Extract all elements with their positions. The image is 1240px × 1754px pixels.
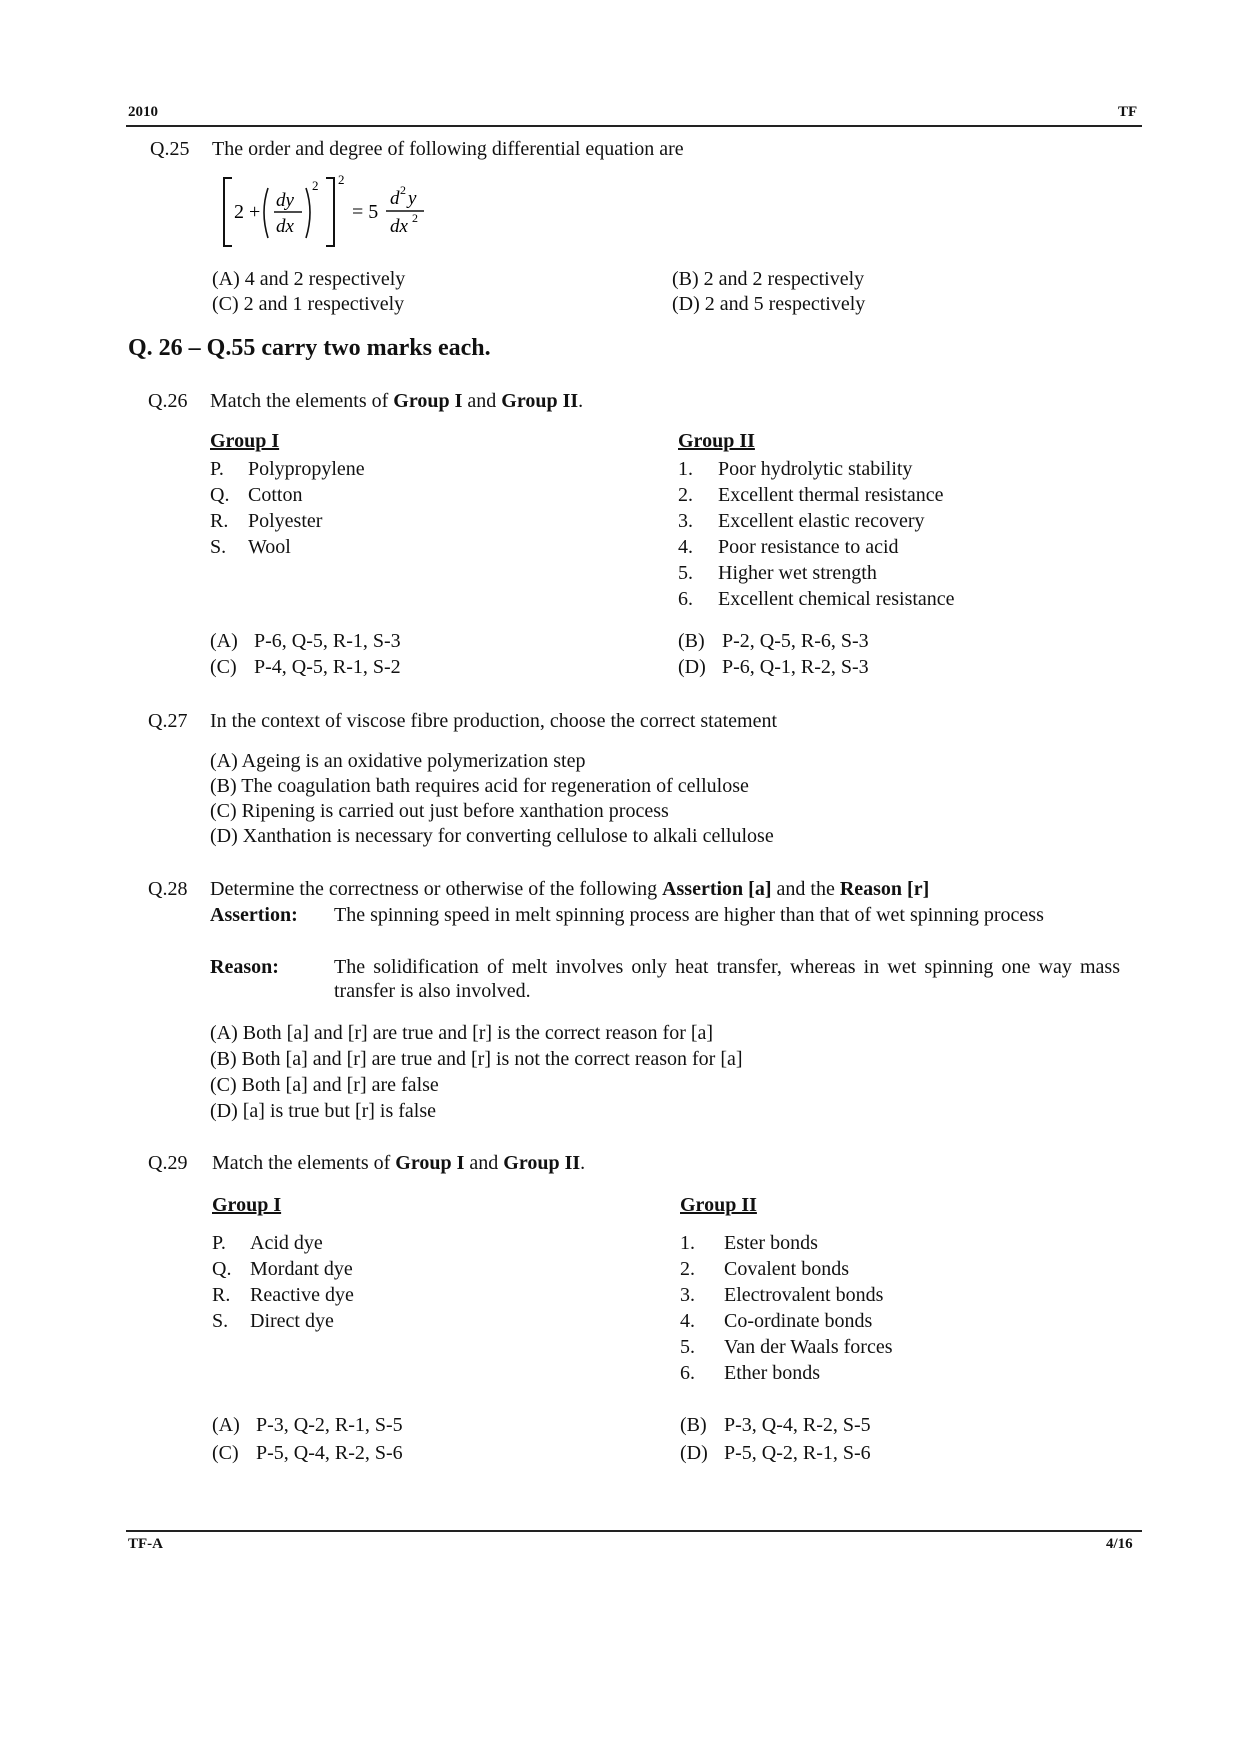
eq-exp-outer: 2 xyxy=(338,172,345,187)
q28-option-d: (D) [a] is true but [r] is false xyxy=(210,1100,437,1122)
section-heading: Q. 26 – Q.55 carry two marks each. xyxy=(128,335,491,361)
q29-option-c: (C) P-5, Q-4, R-2, S-6 xyxy=(212,1442,403,1464)
q27-option-a: (A) Ageing is an oxidative polymerization step xyxy=(210,750,586,772)
q29-text: Match the elements of Group I and Group II. xyxy=(212,1152,586,1174)
q28-text: Determine the correctness or otherwise of the following Assertion [a] and the Reason [r] xyxy=(210,878,930,900)
q27-option-d: (D) Xanthation is necessary for converting cellulose to alkali cellulose xyxy=(210,825,774,847)
q25-option-d: (D) 2 and 5 respectively xyxy=(672,293,866,315)
q29-option-a: (A) P-3, Q-2, R-1, S-5 xyxy=(212,1414,403,1436)
header-year: 2010 xyxy=(128,104,158,120)
q28-assertion-label: Assertion: xyxy=(210,904,298,926)
q29-number: Q.29 xyxy=(148,1152,188,1174)
q29-group1-list xyxy=(212,1230,354,1334)
header-code: TF xyxy=(1118,104,1138,120)
list-item: R. Polyester xyxy=(210,510,323,532)
list-item: 2. Excellent thermal resistance xyxy=(678,484,944,506)
list-item: P. Acid dye xyxy=(212,1232,323,1254)
equation-graphic xyxy=(220,168,460,254)
list-item: 5. Van der Waals forces xyxy=(680,1336,893,1358)
q27-option-b: (B) The coagulation bath requires acid for regeneration of cellulose xyxy=(210,775,749,797)
list-item: 3. Electrovalent bonds xyxy=(680,1284,884,1306)
q26-option-a: (A) P-6, Q-5, R-1, S-3 xyxy=(210,630,401,652)
list-item: 1. Poor hydrolytic stability xyxy=(678,458,913,480)
q25-option-c: (C) 2 and 1 respectively xyxy=(212,293,405,315)
list-item: 6. Ether bonds xyxy=(680,1362,821,1384)
q26-text: Match the elements of Group I and Group II. xyxy=(210,390,584,412)
q29-option-d: (D) P-5, Q-2, R-1, S-6 xyxy=(680,1442,871,1464)
q29-group1-title: Group I xyxy=(212,1194,282,1216)
q28-option-a: (A) Both [a] and [r] are true and [r] is the correct reason for [a] xyxy=(210,1022,714,1044)
eq-dx: dx xyxy=(276,216,294,237)
list-item: Q. Cotton xyxy=(210,484,303,506)
eq-den-exp: 2 xyxy=(412,211,418,225)
list-item: 2. Covalent bonds xyxy=(680,1258,849,1280)
list-item: R. Reactive dye xyxy=(212,1284,354,1306)
list-item: S. Wool xyxy=(210,536,291,558)
q29-group2-title: Group II xyxy=(680,1194,757,1216)
eq-exp-inner: 2 xyxy=(312,178,319,193)
q28-assertion-text: The spinning speed in melt spinning process are higher than that of wet spinning process xyxy=(334,904,1044,926)
footer-rule xyxy=(126,1530,1142,1532)
q27-text: In the context of viscose fibre production, choose the correct statement xyxy=(210,710,778,732)
q26-option-b: (B) P-2, Q-5, R-6, S-3 xyxy=(678,630,869,652)
footer-code: TF-A xyxy=(128,1536,163,1552)
q26-option-c: (C) P-4, Q-5, R-1, S-2 xyxy=(210,656,401,678)
q26-group1-list xyxy=(210,456,365,560)
q28-number: Q.28 xyxy=(148,878,188,900)
list-item: 4. Poor resistance to acid xyxy=(678,536,899,558)
q28-reason-label: Reason: xyxy=(210,956,279,978)
eq-lead: 2 + xyxy=(234,201,261,223)
q25-option-a: (A) 4 and 2 respectively xyxy=(212,268,406,290)
q26-group2-list xyxy=(678,456,955,612)
q26-group2-title: Group II xyxy=(678,430,755,452)
eq-num-exp: 2 xyxy=(400,183,406,197)
list-item: Q. Mordant dye xyxy=(212,1258,353,1280)
eq-num-d: d xyxy=(390,188,400,209)
list-item: 3. Excellent elastic recovery xyxy=(678,510,925,532)
list-item: P. Polypropylene xyxy=(210,458,365,480)
q25-text: The order and degree of following differential equation are xyxy=(212,138,684,160)
q27-number: Q.27 xyxy=(148,710,188,732)
eq-num-var: y xyxy=(408,188,417,209)
eq-dy: dy xyxy=(276,190,294,211)
q27-option-c: (C) Ripening is carried out just before xanthation process xyxy=(210,800,669,822)
q26-option-d: (D) P-6, Q-1, R-2, S-3 xyxy=(678,656,869,678)
q28-reason-text: The solidification of melt involves only heat transfer, whereas in wet spinning one way mass transfer is also involved. xyxy=(334,956,1120,1002)
q29-option-b: (B) P-3, Q-4, R-2, S-5 xyxy=(680,1414,871,1436)
list-item: 4. Co-ordinate bonds xyxy=(680,1310,873,1332)
list-item: 6. Excellent chemical resistance xyxy=(678,588,955,610)
header-rule xyxy=(126,125,1142,127)
q29-group2-list xyxy=(680,1230,893,1386)
q25-option-b: (B) 2 and 2 respectively xyxy=(672,268,865,290)
list-item: 1. Ester bonds xyxy=(680,1232,818,1254)
q28-option-b: (B) Both [a] and [r] are true and [r] is not the correct reason for [a] xyxy=(210,1048,743,1070)
eq-den: dx xyxy=(390,216,408,237)
q25-equation xyxy=(220,168,460,254)
q28-option-c: (C) Both [a] and [r] are false xyxy=(210,1074,439,1096)
list-item: 5. Higher wet strength xyxy=(678,562,877,584)
list-item: S. Direct dye xyxy=(212,1310,334,1332)
q26-number: Q.26 xyxy=(148,390,188,412)
footer-page-number: 4/16 xyxy=(1106,1536,1133,1552)
eq-coef: = 5 xyxy=(352,201,379,223)
q26-group1-title: Group I xyxy=(210,430,280,452)
q25-number: Q.25 xyxy=(150,138,190,160)
